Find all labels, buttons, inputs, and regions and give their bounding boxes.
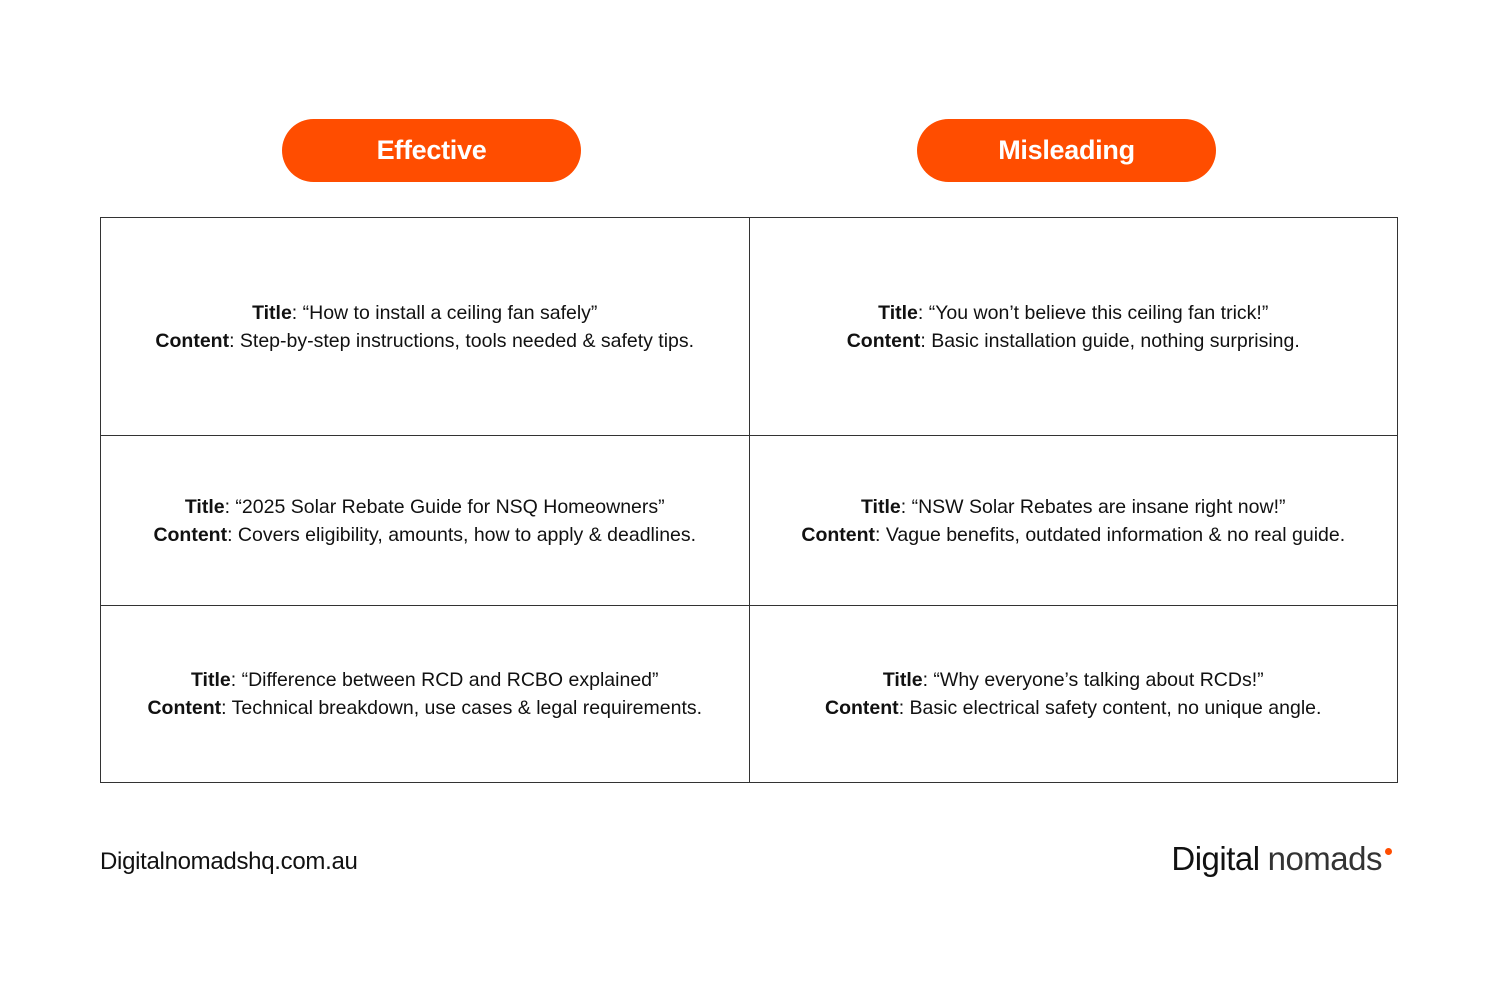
- misleading-cell: [749, 436, 1398, 606]
- table-row: [101, 218, 1398, 436]
- effective-cell: [101, 436, 750, 606]
- content-line: [760, 327, 1388, 355]
- title-line: [111, 666, 739, 694]
- effective-cell: [101, 218, 750, 436]
- effective-header-pill: [282, 119, 581, 182]
- table-row: [101, 436, 1398, 606]
- title-label: Title: [191, 669, 231, 691]
- logo-primary-text: Digital: [1171, 840, 1260, 877]
- misleading-header-label: Misleading: [998, 135, 1135, 165]
- title-label: Title: [184, 495, 225, 518]
- effective-cell: [101, 606, 750, 783]
- content-text: : Step-by-step instructions, tools needed & safety tips.: [229, 329, 695, 352]
- title-text: : “NSW Solar Rebates are insane right now!”: [900, 495, 1286, 518]
- footer-url: Digitalnomadshq.com.au: [100, 848, 358, 875]
- title-line: [760, 299, 1388, 327]
- title-line: [111, 299, 739, 327]
- content-label: Content: [153, 523, 228, 546]
- content-label: Content: [155, 329, 230, 352]
- content-text: : Basic installation guide, nothing surprising.: [920, 329, 1300, 352]
- content-line: [111, 327, 739, 355]
- content-line: [111, 521, 739, 549]
- title-line: [760, 493, 1388, 521]
- content-label: Content: [825, 697, 899, 719]
- table-row: [101, 606, 1398, 783]
- brand-logo: [1171, 840, 1392, 878]
- content-line: [111, 694, 739, 722]
- content-text: : Basic electrical safety content, no unique angle.: [898, 697, 1322, 719]
- effective-header-label: Effective: [376, 135, 487, 165]
- title-label: Title: [878, 301, 918, 324]
- content-line: [760, 521, 1388, 549]
- title-text: : “How to install a ceiling fan safely”: [291, 301, 598, 324]
- content-label: Content: [801, 523, 876, 546]
- comparison-table: [100, 217, 1398, 783]
- title-label: Title: [861, 495, 901, 518]
- content-text: : Technical breakdown, use cases & legal requirements.: [221, 697, 703, 719]
- title-label: Title: [882, 669, 923, 691]
- misleading-cell: [749, 606, 1398, 783]
- content-text: : Covers eligibility, amounts, how to apply & deadlines.: [227, 523, 697, 546]
- title-line: [760, 666, 1388, 694]
- title-label: Title: [252, 301, 292, 324]
- title-text: : “Why everyone’s talking about RCDs!”: [922, 669, 1264, 691]
- content-line: [760, 694, 1388, 722]
- logo-secondary-text: nomads: [1267, 840, 1382, 877]
- title-text: : “You won’t believe this ceiling fan trick!”: [917, 301, 1269, 324]
- content-text: : Vague benefits, outdated information & no real guide.: [875, 523, 1346, 546]
- content-label: Content: [846, 329, 921, 352]
- logo-dot-icon: [1385, 848, 1392, 855]
- misleading-header-pill: [917, 119, 1216, 182]
- title-text: : “Difference between RCD and RCBO explained”: [230, 669, 659, 691]
- title-line: [111, 493, 739, 521]
- misleading-cell: [749, 218, 1398, 436]
- title-text: : “2025 Solar Rebate Guide for NSQ Homeowners”: [224, 495, 665, 518]
- content-label: Content: [147, 697, 222, 719]
